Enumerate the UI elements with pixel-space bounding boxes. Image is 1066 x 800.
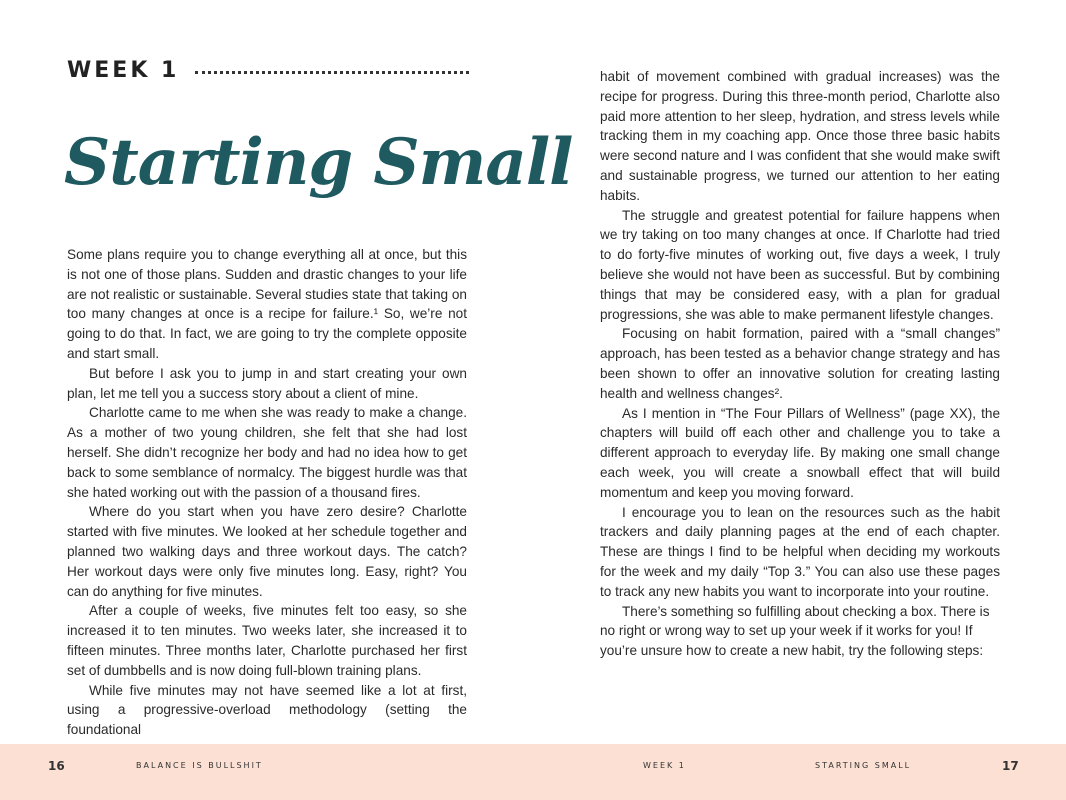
paragraph: Where do you start when you have zero desire? Charlotte started with five minutes. We looked at her schedule together and planned two walking days and three workout days. The catch? Her workout days were only five minutes long. Easy, right? You can do anything for five minutes. <box>67 504 467 599</box>
paragraph: After a couple of weeks, five minutes felt too easy, so she increased it to ten minutes. Two weeks later, she increased it to fifteen minutes. Three months later, Charlotte purchased her first set of dumbbells and is now doing full-blown training plans. <box>67 603 467 678</box>
right-running-head: STARTING SMALL <box>815 761 912 770</box>
chapter-title: Starting Small <box>64 125 573 200</box>
paragraph: Some plans require you to change everything all at once, but this is not one of those plans. Sudden and drastic changes to your life are not realistic or sustainable. Several studies state that taking on too many changes at once is a recipe for failure.¹ So, we’re not going to do that. In fact, we are going to try the complete opposite and start small. <box>67 247 467 361</box>
paragraph: Charlotte came to me when she was ready to make a change. As a mother of two young children, she felt that she had lost herself. She didn’t recognize her body and had no idea how to get back to some semblance of normalcy. The biggest hurdle was that she hated working out with the passion of a thousand fires. <box>67 405 467 500</box>
left-running-head: BALANCE IS BULLSHIT <box>136 761 263 770</box>
week-label: WEEK 1 <box>67 58 180 83</box>
paragraph: The struggle and greatest potential for failure happens when we try taking on too many changes at once. If Charlotte had tried to do forty-five minutes of working out, five days a week, I truly believe she would not have been as successful. But by combining things that may be considered easy, with a plan for gradual progressions, she was able to make permanent lifestyle changes. <box>600 207 1000 322</box>
paragraph: There’s something so fulfilling about checking a box. There is no right or wrong way to set up your week if it works for you! If you’re unsure how to create a new habit, try the following steps: <box>600 603 990 659</box>
footer-band <box>0 744 1066 800</box>
paragraph: I encourage you to lean on the resources such as the habit trackers and daily planning pages at the end of each chapter. These are things I find to be helpful when deciding my workouts for the week and my daily “Top 3.” You can also use these pages to track any new habits you want to incorporate into your routine. <box>600 504 1000 599</box>
right-body-text <box>600 67 1000 661</box>
paragraph: While five minutes may not have seemed like a lot at first, using a progressive-overload methodology (setting the foundational <box>67 682 467 738</box>
paragraph: habit of movement combined with gradual increases) was the recipe for progress. During this three-month period, Charlotte also paid more attention to her sleep, hydration, and stress levels while tracking them in my coaching app. Once those three basic habits were second nature and I was confident that she would make swift and sustainable progress, we turned our attention to her eating habits. <box>600 69 1000 203</box>
right-running-week: WEEK 1 <box>643 761 686 770</box>
right-page <box>533 0 1066 744</box>
left-page <box>0 0 573 744</box>
left-body-text <box>67 245 467 740</box>
dotted-leader <box>195 71 469 74</box>
paragraph: Focusing on habit formation, paired with a “small changes” approach, has been tested as a behavior change strategy and has been shown to offer an innovative solution for creating lasting health and wellness changes². <box>600 326 1000 401</box>
paragraph: But before I ask you to jump in and start creating your own plan, let me tell you a success story about a client of mine. <box>67 365 467 401</box>
right-page-number: 17 <box>1002 759 1019 773</box>
week-heading <box>67 58 469 83</box>
paragraph: As I mention in “The Four Pillars of Wellness” (page XX), the chapters will build off each other and challenge you to take a different approach to everyday life. By making one small change each week, you will create a snowball effect that will build momentum and keep you moving forward. <box>600 405 1000 500</box>
left-page-number: 16 <box>48 759 65 773</box>
